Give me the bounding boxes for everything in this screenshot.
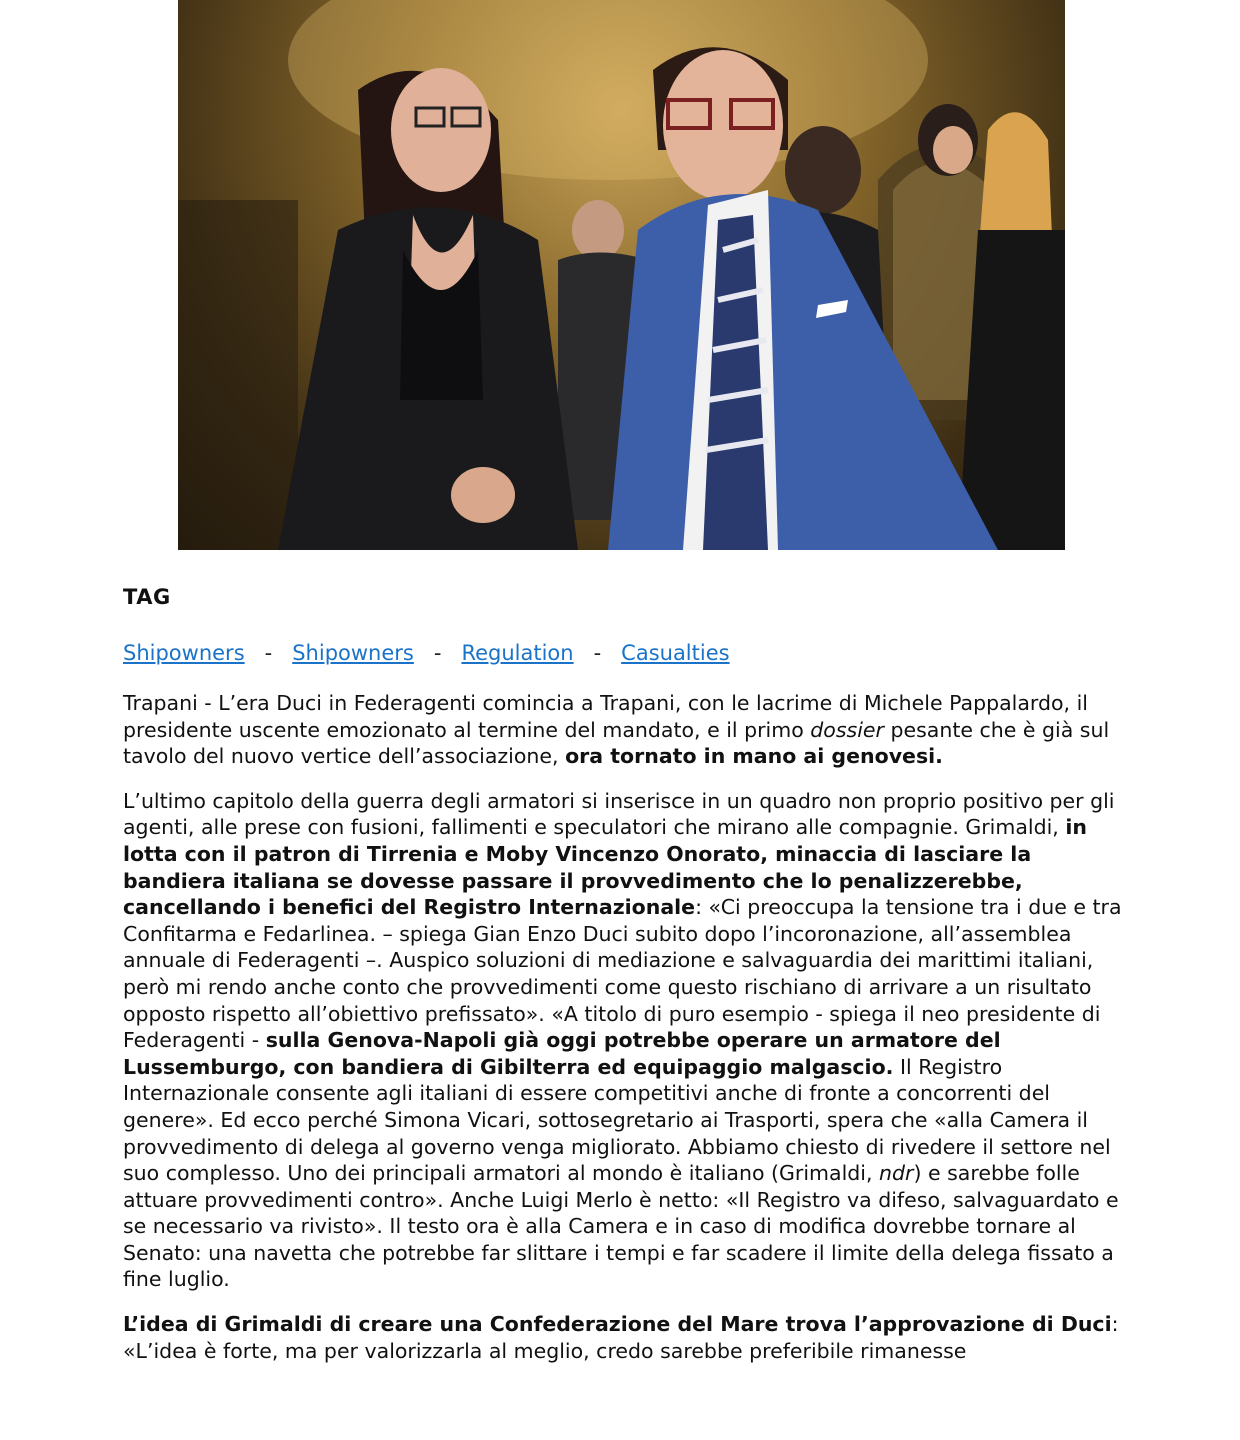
bold-text: ora tornato in mano ai genovesi. (565, 744, 943, 769)
tag-link-shipowners[interactable]: Shipowners (292, 641, 414, 665)
article-paragraph (123, 788, 1123, 1293)
text-run: L’ultimo capitolo della guerra degli armatori si inserisce in un quadro non proprio positivo per gli agenti, alle prese con fusioni, fallimenti e speculatori che mirano alle compagnie. Grimaldi, (123, 788, 1115, 840)
text-run: : «L’idea è forte, ma per valorizzarla al meglio, credo sarebbe preferibile rimanesse (123, 1312, 1119, 1363)
article-photo (178, 0, 1065, 550)
italic-text: ndr (879, 1161, 914, 1186)
bold-text: in lotta con il patron di Tirrenia e Moby Vincenzo Onorato, minaccia di lasciare la bandiera italiana se dovesse passare il provvedimento che lo penalizzerebbe, cancellando i benefici del Registro Internazionale (123, 815, 1087, 920)
italic-text: dossier (810, 717, 884, 742)
tag-link-shipowners[interactable]: Shipowners (123, 641, 245, 665)
photo-image (178, 0, 1065, 550)
bold-text: L’idea di Grimaldi di creare una Confederazione del Mare trova l’approvazione di Duci (123, 1312, 1112, 1337)
article-paragraph (123, 1311, 1123, 1364)
tag-heading: TAG (123, 585, 171, 609)
text-run: ) e sarebbe folle attuare provvedimenti contro». Anche Luigi Merlo è netto: «Il Registro va difeso, salvaguardato e se necessario va rivisto». Il testo ora è alla Camera e in caso di modifica dovrebbe tornare al Senato: una navetta che potrebbe far slittare i tempi e far scadere il limite della delega fissato a fine luglio. (123, 1161, 1119, 1292)
tag-separator: - (433, 641, 442, 665)
bold-text: sulla Genova-Napoli già oggi potrebbe operare un armatore del Lussemburgo, con bandiera di Gibilterra ed equipaggio malgascio. (123, 1028, 1001, 1079)
tag-list (123, 641, 730, 665)
tag-link-casualties[interactable]: Casualties (621, 641, 730, 665)
text-run: pesante che è già sul tavolo del nuovo vertice dell’associazione, (123, 717, 1110, 769)
text-run: Il Registro Internazionale consente agli italiani di essere competitivi anche di fronte a concorrenti del genere». Ed ecco perché Simona Vicari, sottosegretario ai Trasporti, spera che «alla Camera il provvedimento di delega al governo venga migliorato. Abbiamo chiesto di rivedere il settore nel suo complesso. Uno dei principali armatori al mondo è italiano (Grimaldi, (123, 1054, 1111, 1186)
tag-separator: - (593, 641, 602, 665)
tag-separator: - (264, 641, 273, 665)
article-body (123, 690, 1123, 1382)
text-run: : «Ci preoccupa la tensione tra i due e tra Confitarma e Fedarlinea. – spiega Gian Enzo Duci subito dopo l’incoronazione, all’assemblea annuale di Federagenti –. Auspico soluzioni di mediazione e salvaguardia dei marittimi italiani, però mi rendo anche conto che provvedimenti come questo rischiano di arrivare a un risultato opposto rispetto all’obiettivo prefissato». «A titolo di puro esempio - spiega il neo presidente di Federagenti - (123, 895, 1122, 1053)
article-paragraph (123, 690, 1123, 770)
tag-link-regulation[interactable]: Regulation (461, 641, 574, 665)
text-run: Trapani - L’era Duci in Federagenti comincia a Trapani, con le lacrime di Michele Pappalardo, il presidente uscente emozionato al termine del mandato, e il primo (123, 691, 1088, 742)
